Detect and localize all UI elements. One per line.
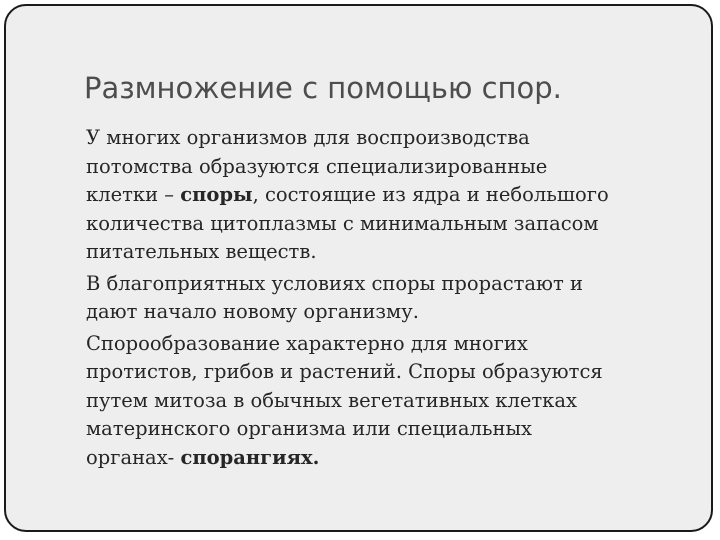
text-line	[86, 358, 686, 387]
text-line	[86, 153, 686, 182]
text-segment: питательных веществ.	[86, 240, 317, 263]
text-segment: дают начало новому организму.	[86, 300, 419, 323]
text-line	[86, 330, 686, 359]
slide-title: Размножение с помощью спор.	[84, 71, 562, 105]
text-segment: В благоприятных условиях споры прорастают и	[86, 271, 583, 295]
text-line	[86, 124, 686, 153]
text-segment: органах-	[86, 445, 181, 469]
text-segment: У многих организмов для воспроизводства	[86, 126, 530, 149]
text-line	[86, 210, 686, 239]
body-paragraph	[86, 330, 686, 473]
text-segment: клетки –	[86, 183, 181, 206]
body-paragraph	[86, 270, 686, 327]
text-line	[86, 387, 686, 416]
text-line	[86, 238, 686, 267]
body-paragraph	[86, 124, 686, 267]
text-segment: Спорообразование характерно для многих	[86, 331, 528, 355]
text-segment: путем митоза в обычных вегетативных клетках	[86, 388, 577, 412]
bold-term: споры	[180, 183, 253, 206]
text-segment: протистов, грибов и растений. Споры образуются	[86, 360, 603, 383]
text-line	[86, 270, 686, 299]
text-line	[86, 181, 686, 210]
slide	[4, 4, 713, 532]
slide-body	[86, 124, 686, 475]
text-line	[86, 415, 686, 444]
text-segment: , состоящие из ядра и небольшого	[252, 183, 609, 206]
text-line	[86, 444, 686, 473]
bold-term: спорангиях.	[180, 445, 320, 469]
text-segment: материнского организма или специальных	[86, 417, 533, 440]
text-segment: потомства образуются специализированные	[86, 154, 548, 178]
text-line	[86, 298, 686, 327]
text-segment: количества цитоплазмы с минимальным запасом	[86, 211, 599, 235]
